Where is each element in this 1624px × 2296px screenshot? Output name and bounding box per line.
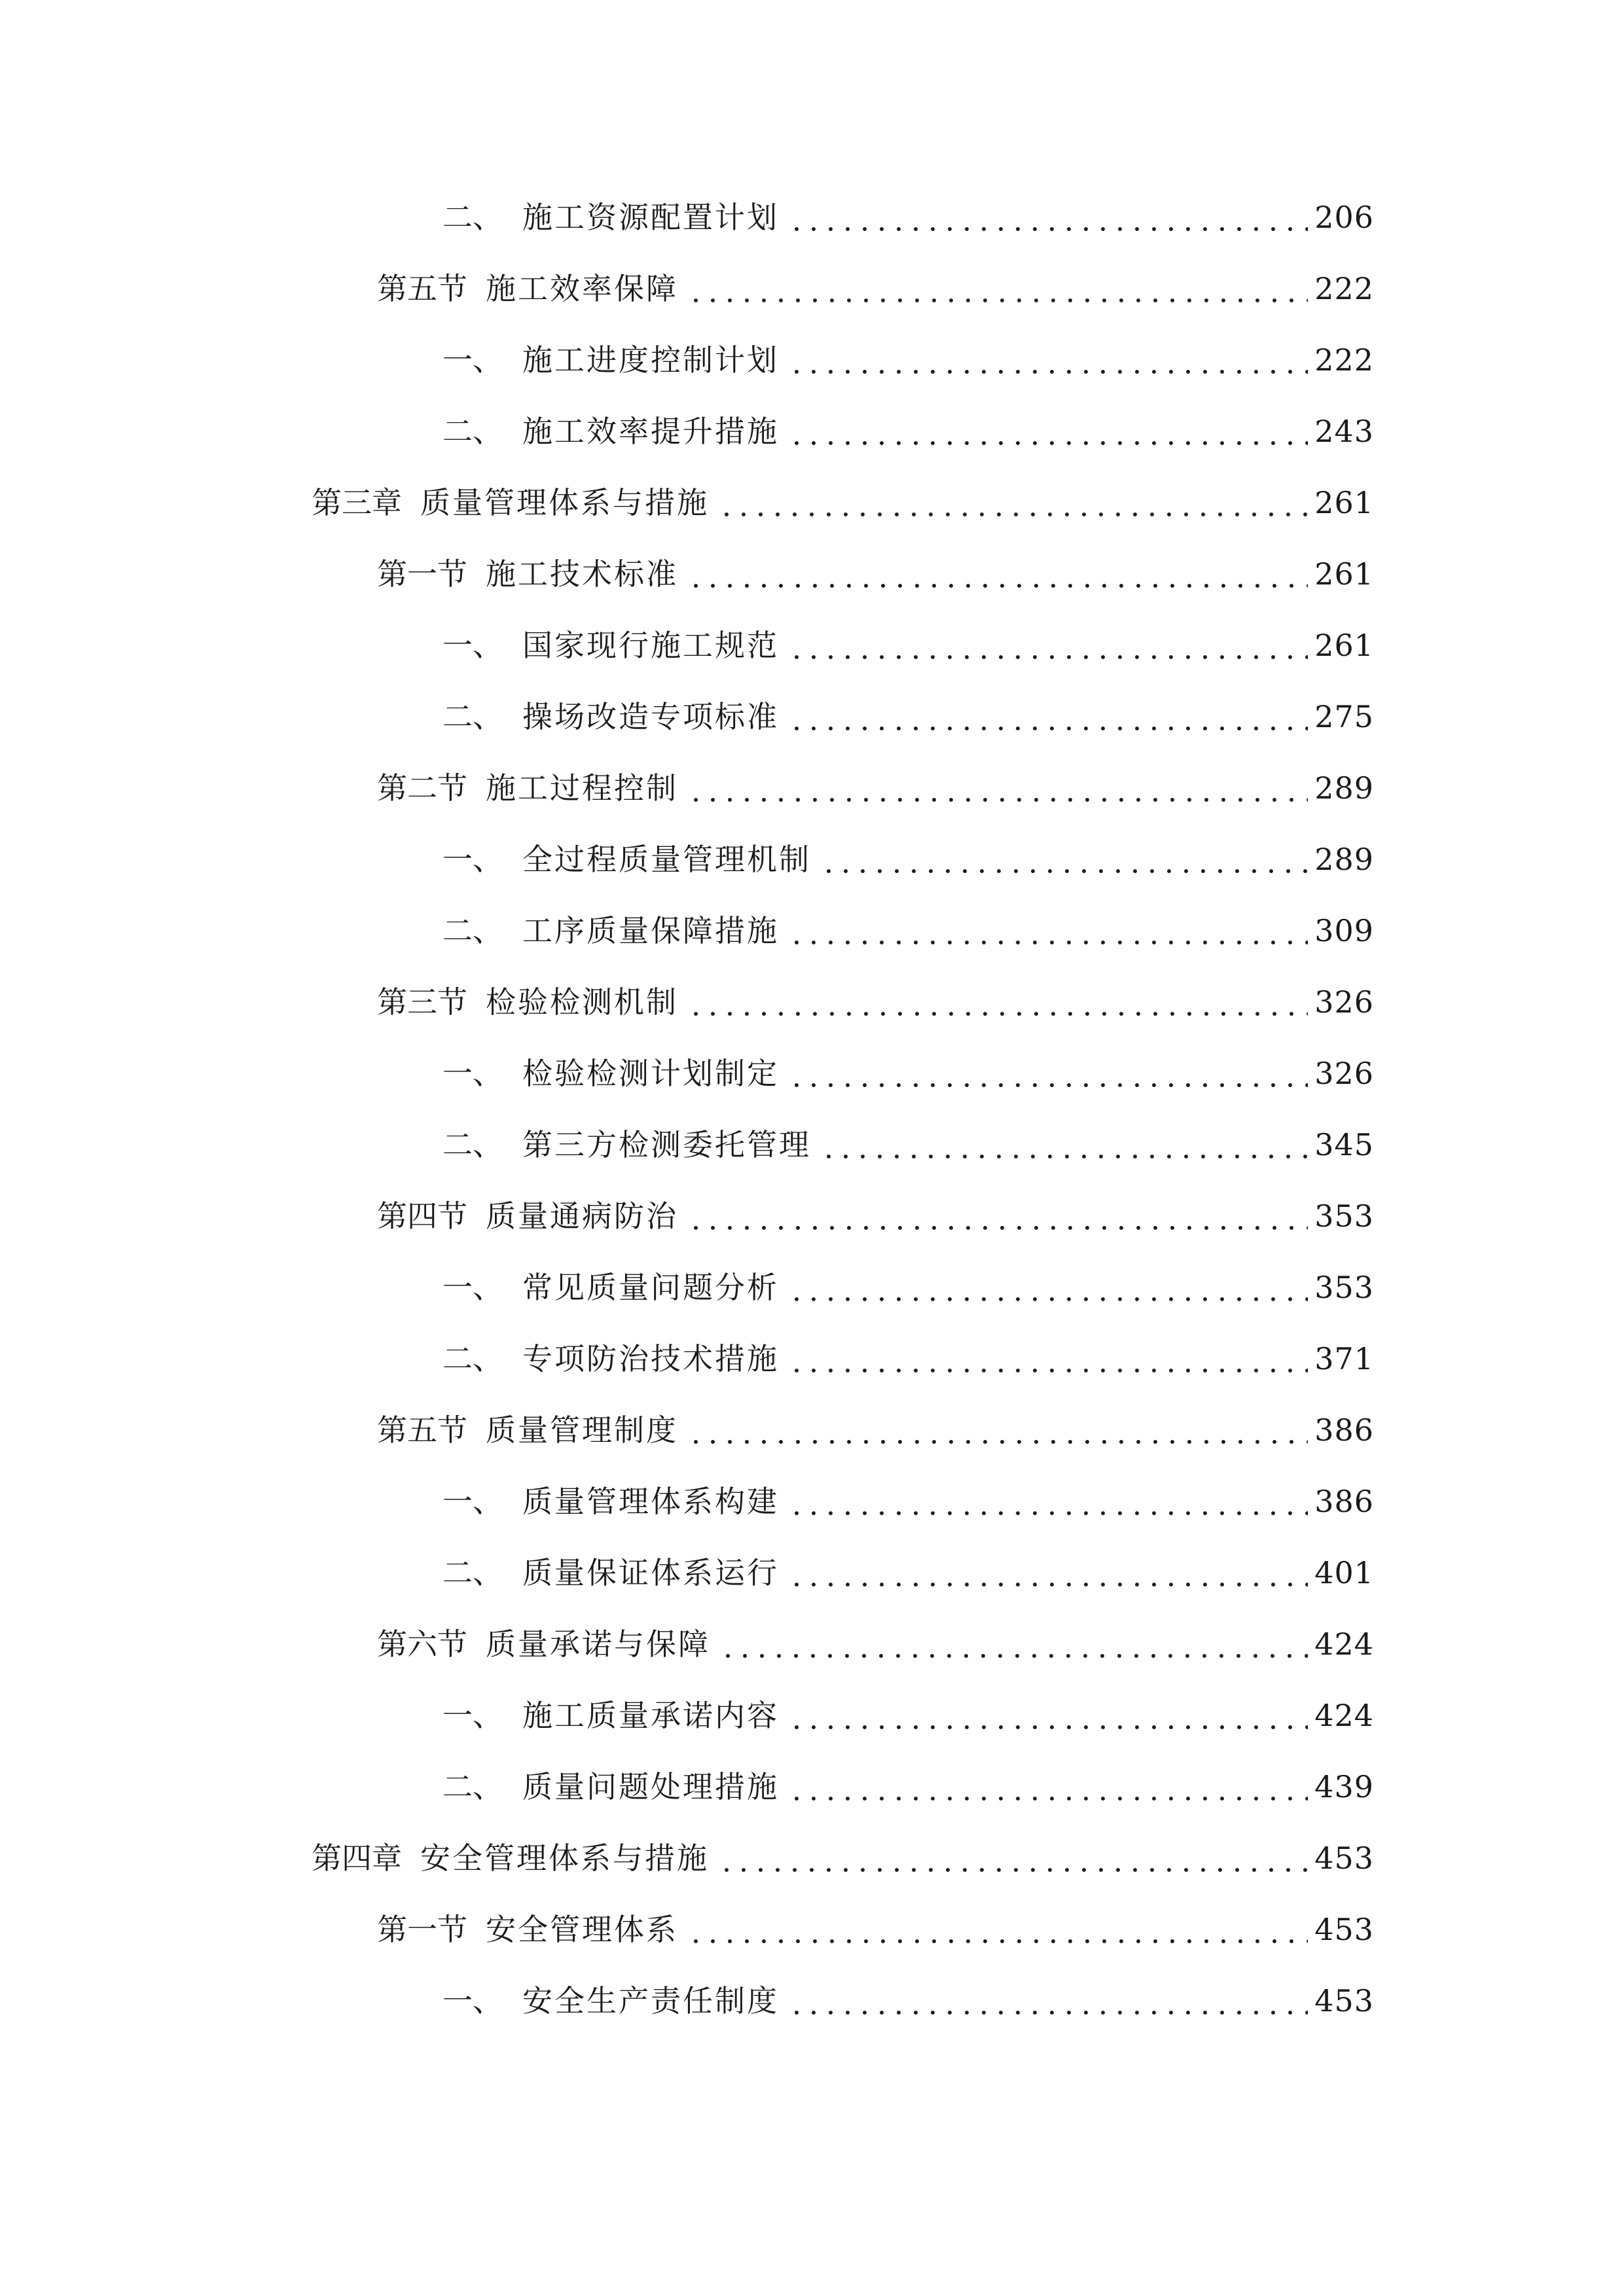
toc-entry-title: 施工技术标准 bbox=[486, 556, 678, 592]
toc-entry-number: 一、 bbox=[442, 1698, 503, 1733]
toc-entry[interactable] bbox=[442, 1975, 1374, 2027]
toc-entry-number: 一、 bbox=[442, 842, 503, 877]
toc-entry[interactable] bbox=[377, 1404, 1374, 1456]
toc-dot-leader bbox=[788, 334, 1308, 386]
toc-entry-page: 453 bbox=[1314, 1912, 1374, 1947]
toc-entry-title: 操场改造专项标准 bbox=[522, 699, 779, 734]
toc-entry-page: 353 bbox=[1314, 1198, 1374, 1234]
toc-entry-title: 施工进度控制计划 bbox=[522, 342, 779, 378]
toc-entry-page: 309 bbox=[1314, 913, 1374, 948]
toc-dot-leader bbox=[687, 548, 1308, 600]
toc-entry[interactable] bbox=[442, 1333, 1374, 1385]
toc-entry-title: 质量通病防治 bbox=[486, 1198, 678, 1234]
toc-entry-title: 施工质量承诺内容 bbox=[522, 1698, 779, 1733]
toc-entry-page: 289 bbox=[1314, 770, 1374, 806]
toc-entry-page: 261 bbox=[1314, 556, 1374, 592]
toc-dot-leader bbox=[687, 976, 1308, 1028]
toc-entry-title: 安全管理体系与措施 bbox=[420, 1840, 709, 1876]
toc-dot-leader bbox=[687, 1404, 1308, 1456]
toc-entry[interactable] bbox=[312, 1832, 1374, 1884]
toc-entry-page: 453 bbox=[1314, 1840, 1374, 1876]
toc-entry-title: 施工过程控制 bbox=[486, 770, 678, 806]
toc-entry-number: 第一节 bbox=[377, 1912, 467, 1947]
toc-entry-number: 一、 bbox=[442, 342, 503, 378]
toc-dot-leader bbox=[788, 1261, 1308, 1314]
toc-entry-page: 275 bbox=[1314, 699, 1374, 734]
toc-entry-page: 243 bbox=[1314, 414, 1374, 449]
toc-entry-title: 国家现行施工规范 bbox=[522, 628, 779, 663]
toc-dot-leader bbox=[788, 405, 1308, 457]
toc-entry-page: 289 bbox=[1314, 842, 1374, 877]
toc-entry-number: 一、 bbox=[442, 1484, 503, 1519]
toc-entry-page: 353 bbox=[1314, 1270, 1374, 1305]
toc-entry-number: 第三章 bbox=[312, 485, 402, 520]
toc-entry-number: 二、 bbox=[442, 1555, 503, 1590]
toc-entry[interactable] bbox=[442, 334, 1374, 386]
toc-entry[interactable] bbox=[442, 1547, 1374, 1599]
toc-entry-title: 质量问题处理措施 bbox=[522, 1769, 779, 1804]
toc-entry-title: 施工效率保障 bbox=[486, 271, 678, 306]
toc-dot-leader bbox=[788, 619, 1308, 672]
toc-entry-title: 施工效率提升措施 bbox=[522, 414, 779, 449]
toc-entry-number: 二、 bbox=[442, 1341, 503, 1376]
toc-entry-title: 质量管理体系与措施 bbox=[420, 485, 709, 520]
toc-entry-page: 206 bbox=[1314, 200, 1374, 235]
toc-dot-leader bbox=[718, 476, 1308, 529]
toc-entry[interactable] bbox=[442, 1475, 1374, 1528]
toc-dot-leader bbox=[788, 1047, 1308, 1100]
toc-entry[interactable] bbox=[442, 191, 1374, 243]
toc-entry-number: 一、 bbox=[442, 1270, 503, 1305]
toc-entry-number: 二、 bbox=[442, 414, 503, 449]
toc-entry-title: 检验检测计划制定 bbox=[522, 1056, 779, 1091]
toc-entry-number: 二、 bbox=[442, 1769, 503, 1804]
toc-entry[interactable] bbox=[442, 833, 1374, 886]
toc-entry-title: 质量管理制度 bbox=[486, 1412, 678, 1448]
toc-entry[interactable] bbox=[442, 1761, 1374, 1813]
toc-entry-page: 386 bbox=[1314, 1484, 1374, 1519]
toc-dot-leader bbox=[788, 191, 1308, 243]
toc-entry-page: 261 bbox=[1314, 485, 1374, 520]
toc-entry-title: 工序质量保障措施 bbox=[522, 913, 779, 948]
toc-entry-number: 二、 bbox=[442, 200, 503, 235]
toc-dot-leader bbox=[687, 262, 1308, 315]
toc-entry-number: 第一节 bbox=[377, 556, 467, 592]
toc-entry-page: 424 bbox=[1314, 1698, 1374, 1733]
toc-dot-leader bbox=[788, 1475, 1308, 1528]
toc-entry-page: 345 bbox=[1314, 1127, 1374, 1162]
toc-entry-page: 261 bbox=[1314, 628, 1374, 663]
toc-entry-number: 第五节 bbox=[377, 1412, 467, 1448]
toc-entry-title: 质量承诺与保障 bbox=[486, 1626, 710, 1662]
toc-dot-leader bbox=[719, 1618, 1308, 1670]
toc-entry[interactable] bbox=[442, 1047, 1374, 1100]
toc-entry[interactable] bbox=[377, 262, 1374, 315]
toc-entry[interactable] bbox=[442, 405, 1374, 457]
toc-entry[interactable] bbox=[442, 1119, 1374, 1171]
toc-entry-page: 401 bbox=[1314, 1555, 1374, 1590]
toc-entry-number: 二、 bbox=[442, 699, 503, 734]
toc-entry[interactable] bbox=[442, 619, 1374, 672]
toc-entry[interactable] bbox=[442, 905, 1374, 957]
toc-dot-leader bbox=[687, 762, 1308, 814]
toc-entry-title: 检验检测机制 bbox=[486, 984, 678, 1020]
toc-dot-leader bbox=[820, 833, 1308, 886]
toc-entry-title: 安全管理体系 bbox=[486, 1912, 678, 1947]
toc-entry-title: 专项防治技术措施 bbox=[522, 1341, 779, 1376]
toc-dot-leader bbox=[820, 1119, 1308, 1171]
toc-entry[interactable] bbox=[377, 762, 1374, 814]
toc-entry-title: 质量管理体系构建 bbox=[522, 1484, 779, 1519]
toc-entry-page: 326 bbox=[1314, 984, 1374, 1020]
toc-entry[interactable] bbox=[442, 691, 1374, 743]
toc-entry-number: 第四节 bbox=[377, 1198, 467, 1234]
toc-entry-number: 一、 bbox=[442, 628, 503, 663]
toc-entry[interactable] bbox=[377, 976, 1374, 1028]
toc-entry[interactable] bbox=[377, 1618, 1374, 1670]
toc-entry-title: 安全生产责任制度 bbox=[522, 1983, 779, 2018]
toc-entry-number: 第四章 bbox=[312, 1840, 402, 1876]
toc-entry-number: 一、 bbox=[442, 1983, 503, 2018]
toc-entry-page: 439 bbox=[1314, 1769, 1374, 1804]
toc-entry-number: 二、 bbox=[442, 913, 503, 948]
toc-dot-leader bbox=[687, 1903, 1308, 1956]
toc-entry-page: 424 bbox=[1314, 1626, 1374, 1662]
toc-entry-page: 222 bbox=[1314, 271, 1374, 306]
toc-entry-number: 第三节 bbox=[377, 984, 467, 1020]
toc-dot-leader bbox=[788, 1547, 1308, 1599]
toc-dot-leader bbox=[788, 1975, 1308, 2027]
toc-entry-page: 222 bbox=[1314, 342, 1374, 378]
toc-dot-leader bbox=[788, 1333, 1308, 1385]
toc-entry-title: 质量保证体系运行 bbox=[522, 1555, 779, 1590]
toc-entry-title: 全过程质量管理机制 bbox=[522, 842, 811, 877]
toc-entry[interactable] bbox=[377, 1190, 1374, 1242]
toc-entry[interactable] bbox=[442, 1261, 1374, 1314]
toc-entry-title: 第三方检测委托管理 bbox=[522, 1127, 811, 1162]
toc-entry-number: 第五节 bbox=[377, 271, 467, 306]
toc-dot-leader bbox=[788, 1761, 1308, 1813]
toc-entry[interactable] bbox=[442, 1689, 1374, 1742]
toc-entry[interactable] bbox=[312, 476, 1374, 529]
toc-dot-leader bbox=[718, 1832, 1308, 1884]
toc-entry[interactable] bbox=[377, 548, 1374, 600]
toc-entry-number: 二、 bbox=[442, 1127, 503, 1162]
toc-entry-number: 一、 bbox=[442, 1056, 503, 1091]
toc-entry-page: 371 bbox=[1314, 1341, 1374, 1376]
toc-entry-number: 第二节 bbox=[377, 770, 467, 806]
toc-dot-leader bbox=[788, 691, 1308, 743]
toc-entry-number: 第六节 bbox=[377, 1626, 467, 1662]
toc-dot-leader bbox=[788, 1689, 1308, 1742]
toc-entry-page: 386 bbox=[1314, 1412, 1374, 1448]
toc-entry-page: 453 bbox=[1314, 1983, 1374, 2018]
toc-entry-page: 326 bbox=[1314, 1056, 1374, 1091]
toc-entry[interactable] bbox=[377, 1903, 1374, 1956]
toc-dot-leader bbox=[788, 905, 1308, 957]
toc-entry-title: 常见质量问题分析 bbox=[522, 1270, 779, 1305]
toc-entry-title: 施工资源配置计划 bbox=[522, 200, 779, 235]
toc-dot-leader bbox=[687, 1190, 1308, 1242]
